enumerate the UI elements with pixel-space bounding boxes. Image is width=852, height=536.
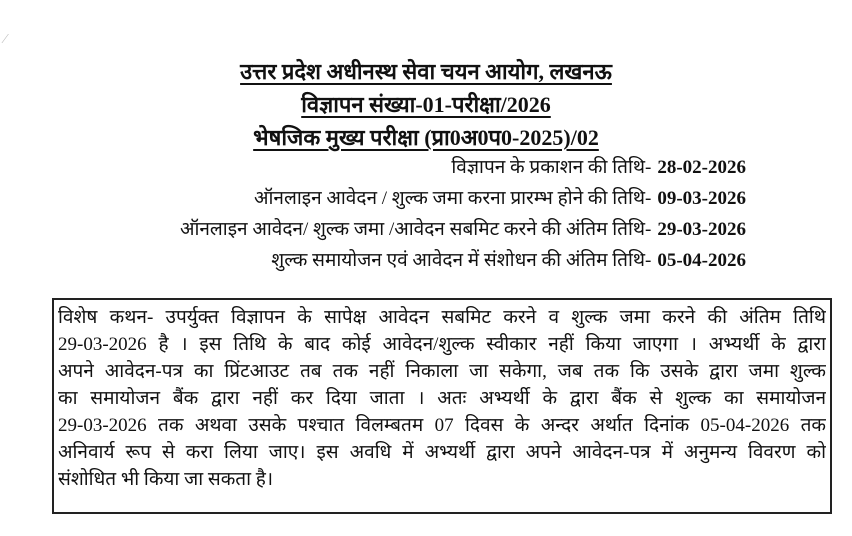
org-title-text: उत्तर प्रदेश अधीनस्थ सेवा चयन आयोग, लखनऊ xyxy=(240,59,612,84)
notice-line: संशोधित भी किया जा सकता है। xyxy=(58,469,274,490)
date-row xyxy=(180,183,746,214)
advertisement-number xyxy=(0,89,852,119)
date-row xyxy=(180,152,746,183)
scan-mark: ⁄ xyxy=(4,32,7,47)
advertisement-number-text: विज्ञापन संख्या-01-परीक्षा/2026 xyxy=(301,92,551,117)
notice-line: 29-03-2026 है । इस तिथि के बाद कोई आवेदन/शुल्क स्वीकार नहीं किया जाएगा । अभ्यर्थी के द्वारा xyxy=(58,334,826,355)
date-label: शुल्क समायोजन एवं आवेदन में संशोधन की अंतिम तिथि- xyxy=(271,250,652,271)
date-value: 05-04-2026 xyxy=(657,250,746,271)
date-label: ऑनलाइन आवेदन / शुल्क जमा करना प्रारम्भ होने की तिथि- xyxy=(253,188,652,209)
notice-line: विशेष कथन- उपर्युक्त विज्ञापन के सापेक्ष आवेदन सबमिट करने व शुल्क जमा करने की अंतिम तिथि xyxy=(58,307,826,328)
date-row xyxy=(180,214,746,245)
date-value: 29-03-2026 xyxy=(657,219,746,240)
date-label: विज्ञापन के प्रकाशन की तिथि- xyxy=(451,157,652,178)
org-title xyxy=(0,56,852,86)
important-dates xyxy=(180,152,746,276)
notice-line: अपने आवेदन-पत्र का प्रिंटआउट तब तक नहीं निकाला जा सकेगा, जब तक कि उसके द्वारा जमा शुल्क xyxy=(58,361,826,382)
notice-line: 29-03-2026 तक अथवा उसके पश्चात विलम्बतम 07 दिवस के अन्दर अर्थात दिनांक 05-04-2026 तक xyxy=(58,415,826,436)
date-label: ऑनलाइन आवेदन/ शुल्क जमा /आवेदन सबमिट करने की अंतिम तिथि- xyxy=(179,219,652,240)
exam-title xyxy=(0,122,852,152)
notice-line: का समायोजन बैंक द्वारा नहीं कर दिया जाता । अतः अभ्यर्थी के द्वारा बैंक से शुल्क का समायोजन xyxy=(58,388,826,409)
date-value: 09-03-2026 xyxy=(657,188,746,209)
date-row xyxy=(180,245,746,276)
exam-title-text: भेषजिक मुख्य परीक्षा (प्रा0अ0प0-2025)/02 xyxy=(253,125,599,150)
special-notice-box xyxy=(52,298,832,514)
notice-line: अनिवार्य रूप से करा लिया जाए। इस अवधि में अभ्यर्थी द्वारा अपने आवेदन-पत्र में अनुमन्य विवरण को xyxy=(58,442,826,463)
date-value: 28-02-2026 xyxy=(657,157,746,178)
